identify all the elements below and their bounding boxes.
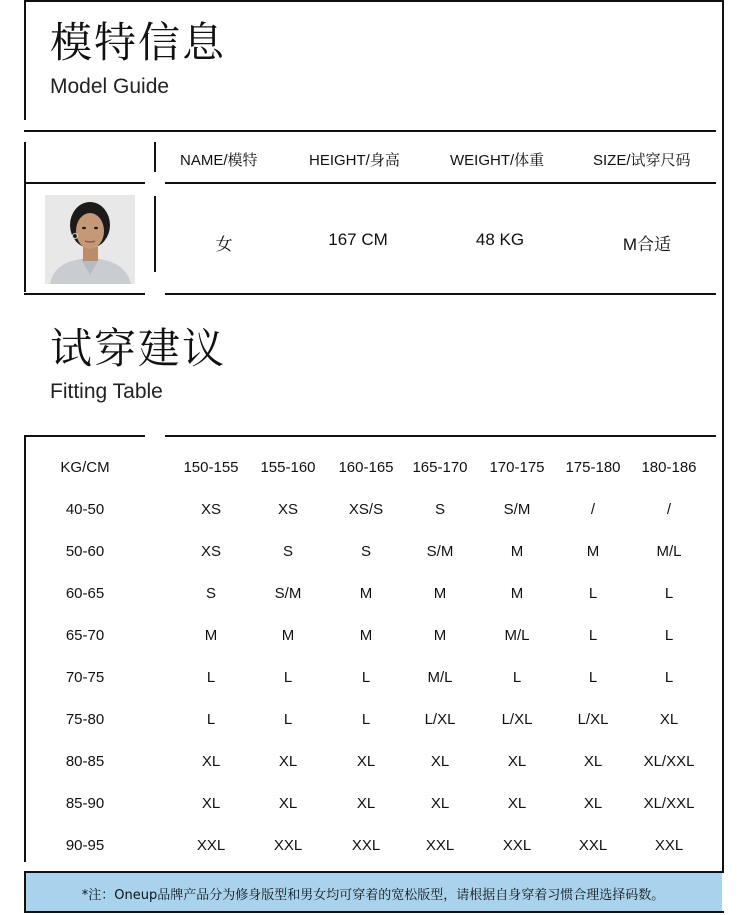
size-cell: XL [583, 795, 603, 812]
fitting-section-title: 试穿建议 [50, 324, 227, 373]
size-cell: M [433, 627, 447, 644]
size-cell: XL [430, 753, 450, 770]
size-cell: XL [201, 753, 221, 770]
size-cell: L [664, 627, 674, 644]
size-cell: S [434, 501, 445, 518]
size-cell: S [360, 543, 371, 560]
divider-header-left [24, 182, 145, 184]
height-range-header: 165-170 [412, 459, 468, 476]
size-cell: L [588, 627, 598, 644]
divider-photo-cell [154, 196, 156, 272]
size-cell: XL [278, 795, 298, 812]
size-cell: XL [278, 753, 298, 770]
size-cell: L [588, 585, 598, 602]
size-cell: / [666, 501, 672, 518]
height-range-header: 175-180 [565, 459, 621, 476]
size-cell: XXL [196, 837, 226, 854]
model-section-title: 模特信息 [50, 18, 227, 67]
height-range-header: 180-186 [641, 459, 697, 476]
size-cell: M [510, 585, 524, 602]
size-cell: XXL [654, 837, 684, 854]
top-border [26, 0, 724, 2]
size-cell: L [512, 669, 522, 686]
size-cell: M/L [504, 627, 530, 644]
note-text: *注：Oneup品牌产品分为修身版型和男女均可穿着的宽松版型，请根据自身穿着习惯合理选择码数。 [81, 888, 665, 903]
size-cell: M [204, 627, 218, 644]
divider-header-right [165, 182, 716, 184]
weight-range-label: 50-60 [65, 543, 105, 560]
height-range-header: 150-155 [183, 459, 239, 476]
weight-range-label: 70-75 [65, 669, 105, 686]
size-cell: XXL [425, 837, 455, 854]
divider-fitting-right [165, 435, 716, 437]
right-border [722, 0, 724, 872]
header-height: HEIGHT/身高 [309, 152, 400, 169]
note-bar [24, 873, 722, 911]
left-border-model-row [24, 142, 26, 292]
size-cell: L [361, 669, 371, 686]
size-cell: XL [430, 795, 450, 812]
size-cell: M [359, 627, 373, 644]
size-cell: L/XL [501, 711, 533, 728]
size-cell: M [281, 627, 295, 644]
model-weight-value: 48 KG [475, 230, 525, 249]
size-cell: M [359, 585, 373, 602]
model-name-value: 女 [215, 235, 233, 254]
size-cell: XL [356, 795, 376, 812]
model-height-value: 167 CM [328, 230, 388, 249]
height-range-header: 160-165 [338, 459, 394, 476]
size-cell: XL [507, 753, 527, 770]
size-cell: XS/S [348, 501, 384, 518]
size-cell: L [664, 585, 674, 602]
size-cell: XXL [578, 837, 608, 854]
size-cell: L [588, 669, 598, 686]
size-cell: XL/XXL [643, 795, 695, 812]
size-cell: S/M [503, 501, 531, 518]
header-name: NAME/模特 [180, 152, 258, 169]
size-cell: M [510, 543, 524, 560]
weight-range-label: 90-95 [65, 837, 105, 854]
size-cell: L [283, 669, 293, 686]
size-cell: L/XL [577, 711, 609, 728]
note-left-border [24, 873, 26, 911]
size-cell: XS [200, 501, 221, 518]
model-size-value: M合适 [622, 235, 672, 254]
divider-model-top [24, 130, 716, 132]
header-size: SIZE/试穿尺码 [593, 152, 691, 169]
size-cell: XL [356, 753, 376, 770]
header-weight: WEIGHT/体重 [450, 152, 545, 169]
size-cell: XXL [351, 837, 381, 854]
model-section-subtitle: Model Guide [50, 75, 170, 98]
size-cell: XXL [273, 837, 303, 854]
size-cell: L [361, 711, 371, 728]
size-cell: XL [507, 795, 527, 812]
size-cell: M/L [427, 669, 453, 686]
weight-range-label: 60-65 [65, 585, 105, 602]
weight-range-label: 40-50 [65, 501, 105, 518]
size-cell: L [206, 669, 216, 686]
size-cell: XXL [502, 837, 532, 854]
size-cell: S/M [274, 585, 302, 602]
size-cell: L/XL [424, 711, 456, 728]
size-cell: / [590, 501, 596, 518]
note-bottom-border [24, 911, 724, 913]
size-cell: L [664, 669, 674, 686]
fitting-section-subtitle: Fitting Table [50, 380, 163, 403]
height-range-header: 170-175 [489, 459, 545, 476]
divider-model-bottom-right [165, 293, 716, 295]
size-cell: XS [200, 543, 221, 560]
model-photo [45, 195, 135, 284]
size-cell: XL [659, 711, 679, 728]
size-cell: XL [201, 795, 221, 812]
size-cell: XL [583, 753, 603, 770]
weight-range-label: 65-70 [65, 627, 105, 644]
weight-range-label: 75-80 [65, 711, 105, 728]
divider-fitting-left [24, 435, 145, 437]
size-cell: S [282, 543, 293, 560]
weight-range-label: 80-85 [65, 753, 105, 770]
size-cell: XL/XXL [643, 753, 695, 770]
size-cell: L [206, 711, 216, 728]
left-border-table [24, 436, 26, 862]
size-cell: M [586, 543, 600, 560]
size-cell: M/L [656, 543, 682, 560]
weight-range-label: 85-90 [65, 795, 105, 812]
divider-model-bottom-left [24, 293, 145, 295]
size-cell: S/M [426, 543, 454, 560]
size-cell: S [205, 585, 216, 602]
fitting-table-corner: KG/CM [60, 459, 110, 476]
size-cell: L [283, 711, 293, 728]
size-cell: M [433, 585, 447, 602]
model-portrait-image [45, 195, 135, 284]
left-border-top [24, 0, 26, 120]
divider-header-cell [154, 142, 156, 172]
height-range-header: 155-160 [260, 459, 316, 476]
size-cell: XS [277, 501, 298, 518]
